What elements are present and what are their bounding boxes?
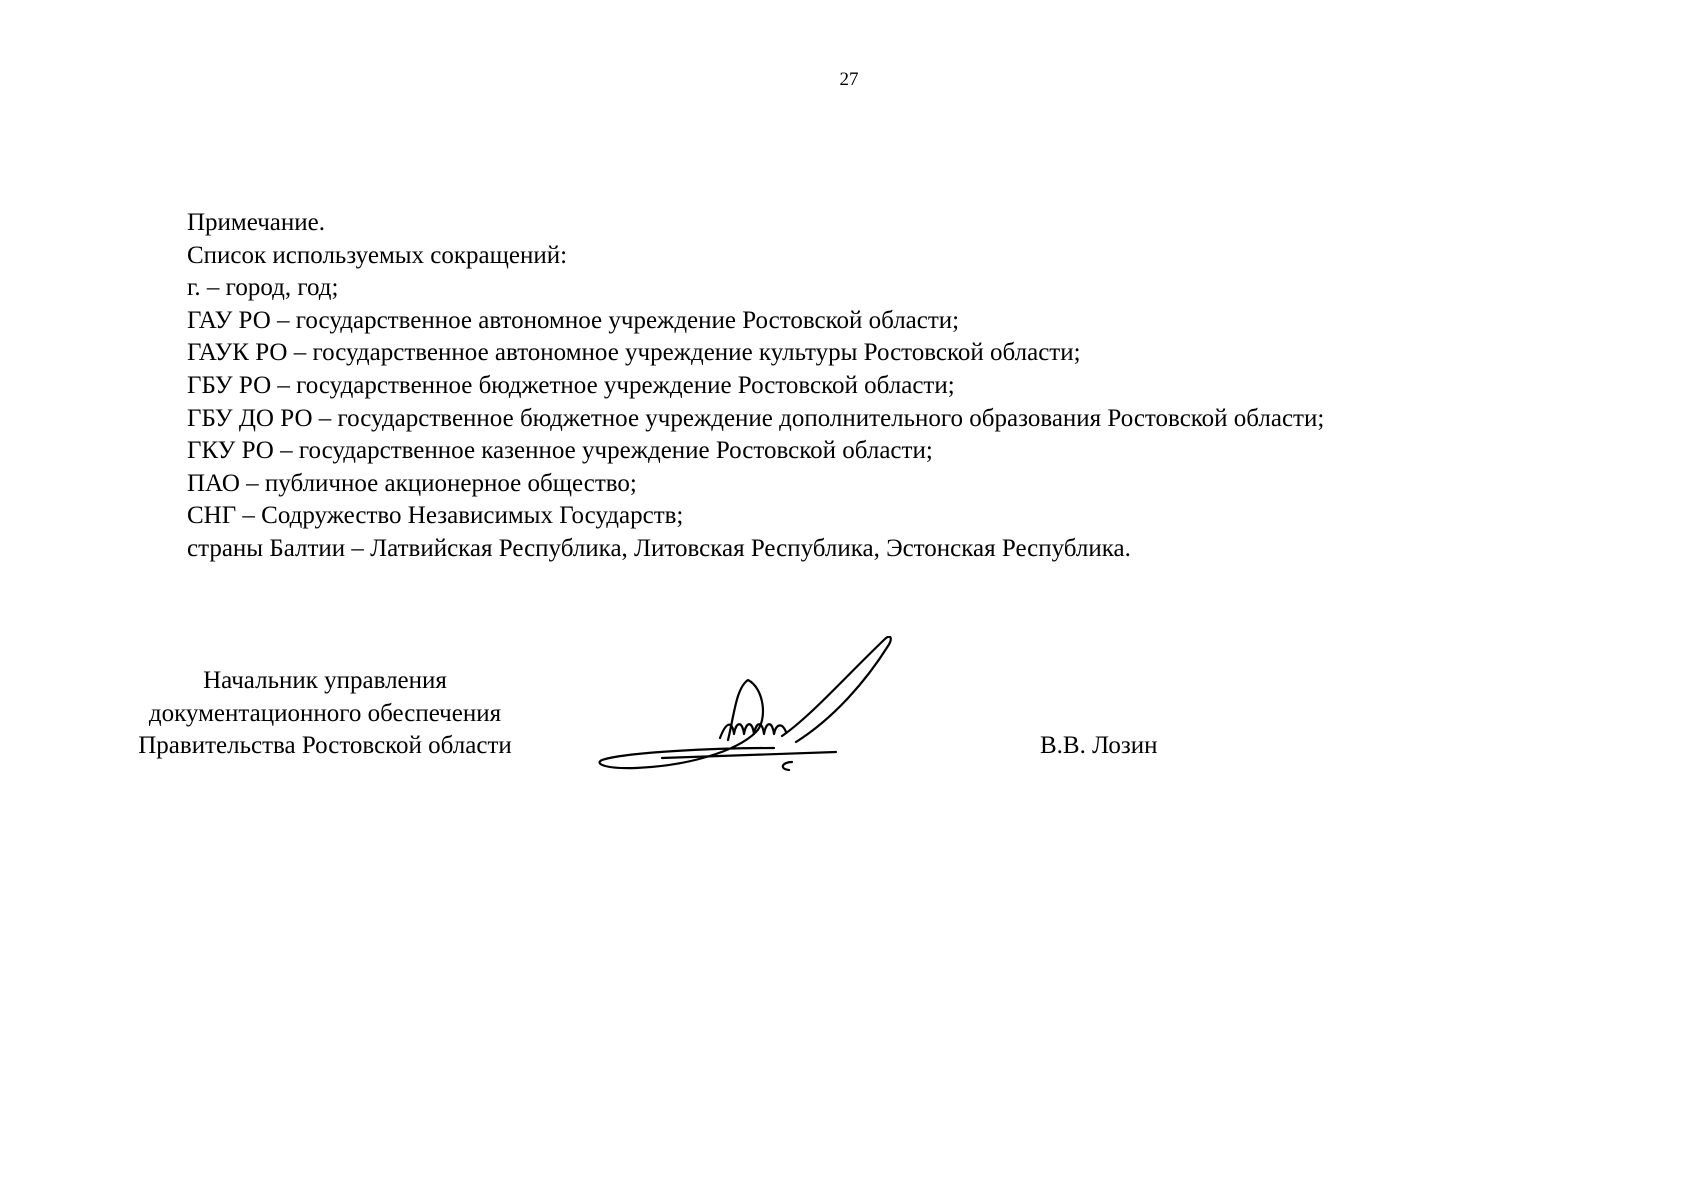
page-number: 27 — [839, 69, 859, 90]
abbreviation-item: ПАО – публичное акционерное общество; — [187, 469, 637, 497]
signature-baseline-stroke — [662, 752, 836, 758]
abbreviation-item: ГАУ РО – государственное автономное учреждение Ростовской области; — [187, 306, 960, 334]
abbreviation-item: ГБУ РО – государственное бюджетное учреждение Ростовской области; — [187, 371, 955, 399]
position-line: Начальник управления — [203, 667, 447, 694]
handwritten-signature — [596, 636, 926, 776]
abbreviation-item: ГКУ РО – государственное казенное учреждение Ростовской области; — [187, 437, 933, 465]
position-line: документационного обеспечения — [148, 699, 502, 727]
signatory-position — [100, 665, 550, 763]
abbreviation-item: ГБУ ДО РО – государственное бюджетное учреждение дополнительного образования Ростовской области; — [187, 404, 1325, 432]
note-heading: Примечание. — [187, 209, 326, 236]
position-line: Правительства Ростовской области — [138, 732, 512, 760]
signer-name: В.В. Лозин — [1040, 732, 1158, 759]
abbreviations-list-title: Список используемых сокращений: — [187, 241, 568, 269]
signature-mark-stroke — [783, 762, 792, 770]
abbreviations-note — [187, 207, 1587, 566]
abbreviation-item: г. – город, год; — [187, 274, 339, 302]
abbreviation-item: страны Балтии – Латвийская Республика, Литовская Республика, Эстонская Республика. — [187, 534, 1131, 562]
abbreviation-item: СНГ – Содружество Независимых Государств; — [187, 502, 684, 530]
abbreviation-item: ГАУК РО – государственное автономное учреждение культуры Ростовской области; — [187, 339, 1081, 367]
signature-flourish-stroke — [782, 637, 891, 742]
